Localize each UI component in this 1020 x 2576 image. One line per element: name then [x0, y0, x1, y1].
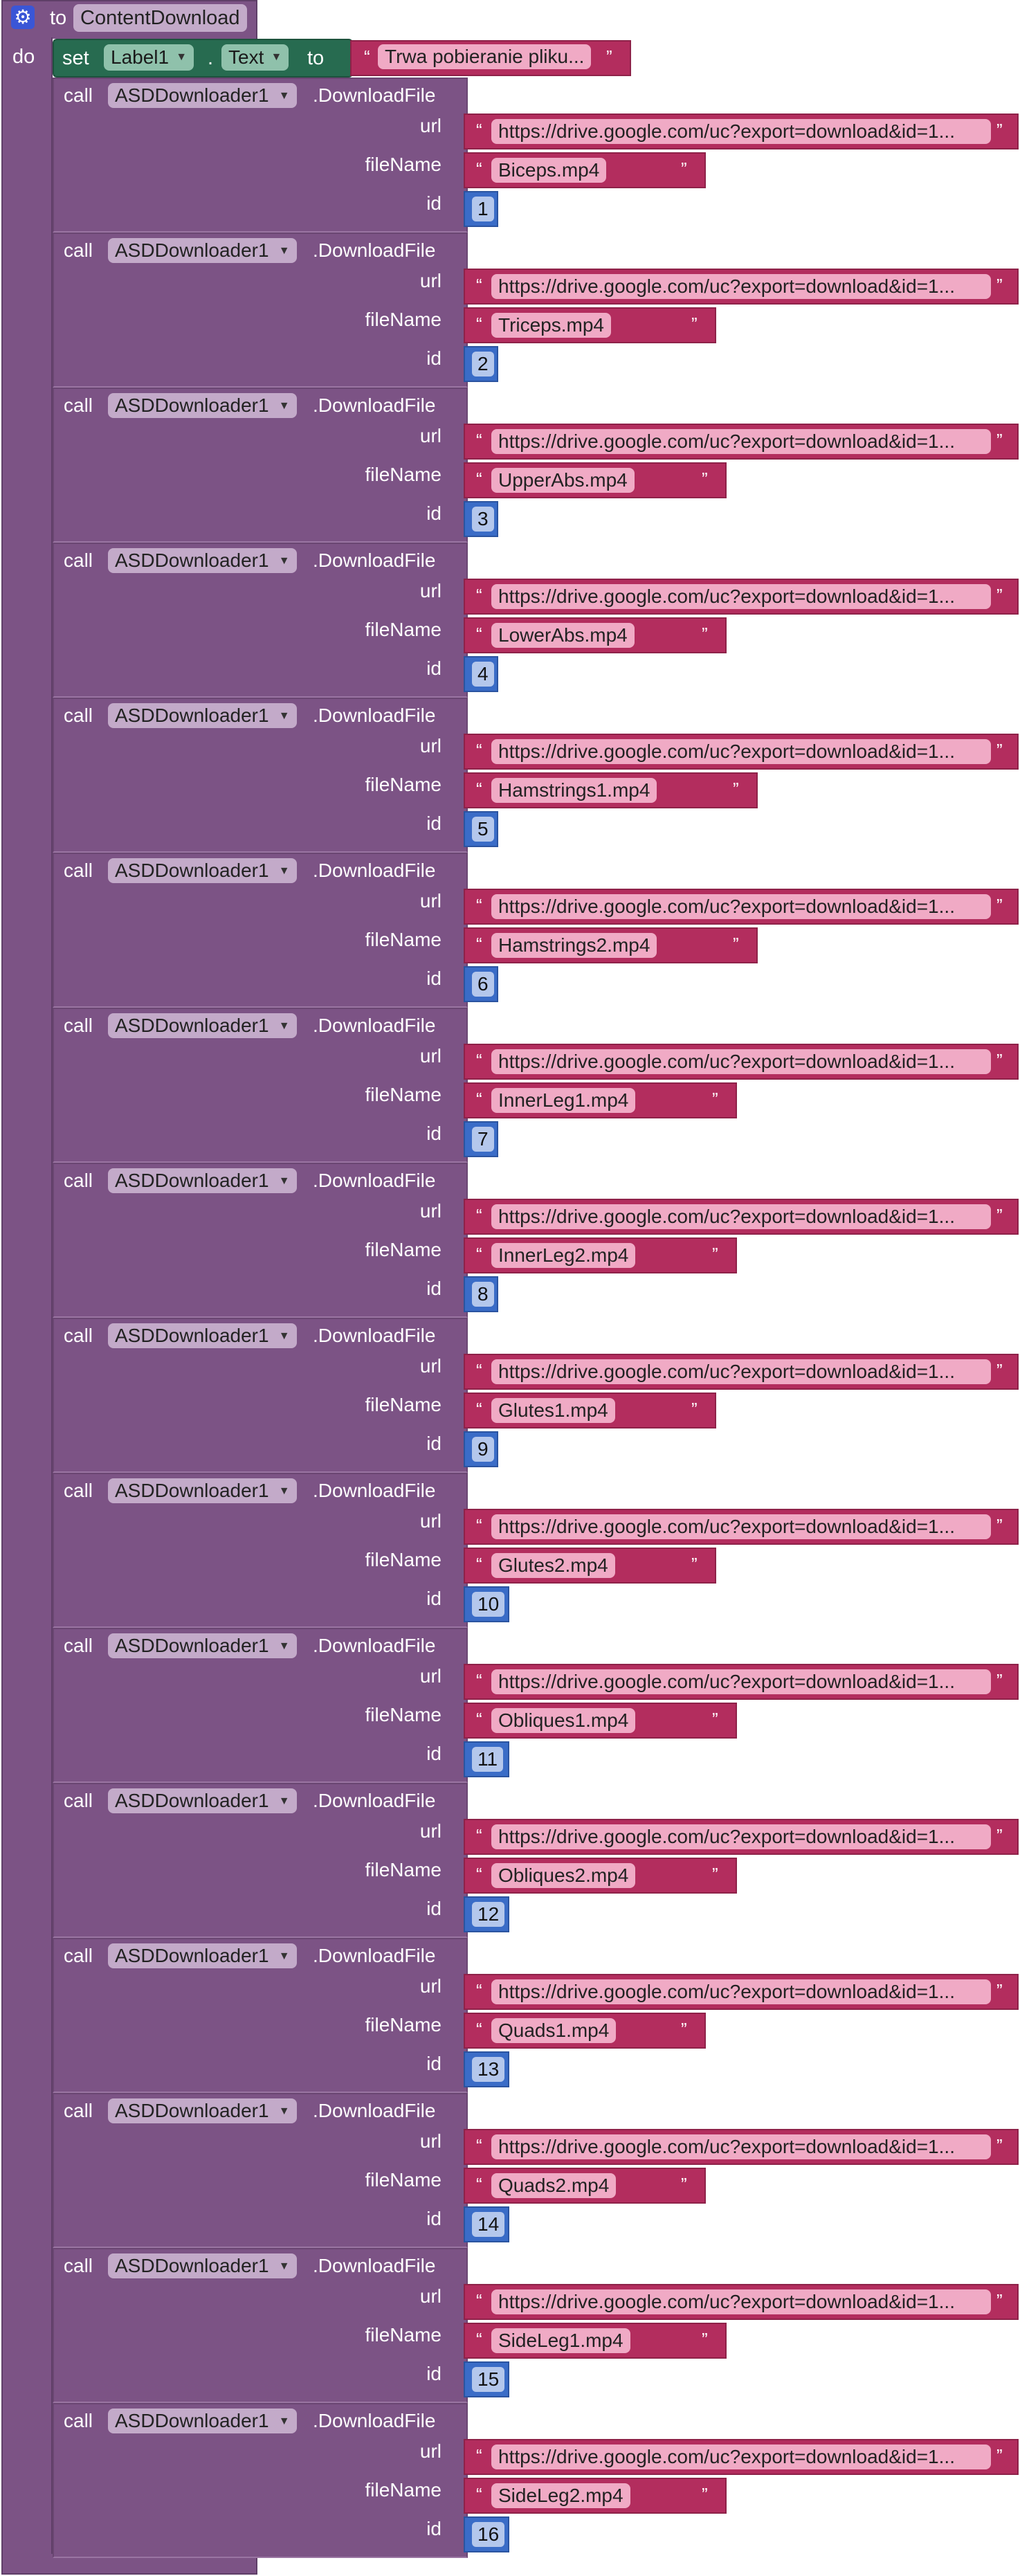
call-label: call	[64, 1635, 93, 1656]
chevron-down-icon: ▼	[278, 1950, 290, 1962]
component-dropdown-label: Label1	[111, 46, 170, 68]
open-quote-icon: “	[476, 895, 482, 916]
filename-param-label: fileName	[365, 929, 441, 950]
close-quote-icon: ”	[681, 2174, 687, 2195]
id-number-field[interactable]: 15	[472, 2367, 504, 2392]
id-number-field[interactable]: 14	[472, 2212, 504, 2237]
filename-text-field[interactable]: LowerAbs.mp4	[491, 623, 635, 648]
call-label: call	[64, 1015, 93, 1036]
close-quote-icon: ”	[996, 275, 1003, 296]
method-label: .DownloadFile	[313, 1945, 436, 1966]
open-quote-icon: “	[476, 779, 482, 799]
downloader-component-dropdown[interactable]	[108, 1943, 297, 1968]
downloader-component-dropdown[interactable]	[108, 1788, 297, 1813]
url-param-label: url	[419, 2285, 441, 2307]
filename-param-label: fileName	[365, 774, 441, 795]
filename-text-field[interactable]: Triceps.mp4	[491, 313, 611, 338]
url-param-label: url	[419, 1975, 441, 1997]
close-quote-icon: ”	[681, 2019, 687, 2040]
id-param-label: id	[426, 1123, 441, 1144]
method-label: .DownloadFile	[313, 2410, 436, 2431]
close-quote-icon: ”	[702, 2329, 708, 2350]
gear-icon[interactable]: ⚙	[11, 6, 35, 29]
procedure-to-label: to	[50, 7, 67, 29]
downloader-component-dropdown[interactable]	[108, 1013, 297, 1038]
url-text-field[interactable]: https://drive.google.com/uc?export=download&id=1...	[491, 739, 991, 764]
procedure-block[interactable]	[1, 37, 53, 2557]
call-label: call	[64, 550, 93, 571]
open-quote-icon: “	[476, 1864, 482, 1885]
filename-param-label: fileName	[365, 309, 441, 330]
id-param-label: id	[426, 192, 441, 214]
close-quote-icon: ”	[712, 1864, 718, 1885]
url-text-field[interactable]: https://drive.google.com/uc?export=download&id=1...	[491, 1824, 991, 1849]
open-quote-icon: “	[476, 2174, 482, 2195]
downloader-component-label: ASDDownloader1	[115, 2255, 269, 2276]
method-label: .DownloadFile	[313, 1790, 436, 1811]
filename-param-label: fileName	[365, 2479, 441, 2501]
close-quote-icon: ”	[996, 1515, 1003, 1536]
downloader-component-dropdown[interactable]	[108, 393, 297, 418]
url-param-label: url	[419, 1045, 441, 1067]
close-quote-icon: ”	[996, 2135, 1003, 2156]
call-label: call	[64, 1790, 93, 1811]
open-quote-icon: “	[476, 1670, 482, 1691]
close-quote-icon: ”	[996, 1670, 1003, 1691]
filename-text-field[interactable]: InnerLeg1.mp4	[491, 1088, 635, 1113]
url-text-field[interactable]: https://drive.google.com/uc?export=download&id=1...	[491, 1049, 991, 1074]
url-text-field[interactable]: https://drive.google.com/uc?export=download&id=1...	[491, 584, 991, 609]
open-quote-icon: “	[476, 1244, 482, 1264]
filename-text-field[interactable]: Obliques2.mp4	[491, 1863, 635, 1888]
url-param-label: url	[419, 1510, 441, 1532]
property-dropdown[interactable]	[221, 44, 289, 71]
close-quote-icon: ”	[996, 2290, 1003, 2311]
procedure-do-label: do	[12, 46, 35, 68]
chevron-down-icon: ▼	[176, 51, 188, 63]
downloader-component-label: ASDDownloader1	[115, 1635, 269, 1656]
url-param-label: url	[419, 1665, 441, 1687]
chevron-down-icon: ▼	[271, 51, 282, 63]
filename-text-field[interactable]: Hamstrings1.mp4	[491, 778, 657, 803]
close-quote-icon: ”	[691, 314, 698, 334]
downloader-component-label: ASDDownloader1	[115, 84, 269, 106]
url-text-field[interactable]: https://drive.google.com/uc?export=download&id=1...	[491, 1204, 991, 1229]
downloader-component-label: ASDDownloader1	[115, 705, 269, 726]
chevron-down-icon: ▼	[278, 2260, 290, 2272]
method-label: .DownloadFile	[313, 1325, 436, 1346]
set-label: set	[62, 47, 89, 69]
url-text-field[interactable]: https://drive.google.com/uc?export=download&id=1...	[491, 2445, 991, 2469]
downloader-component-dropdown[interactable]	[108, 548, 297, 573]
method-label: .DownloadFile	[313, 2255, 436, 2276]
url-text-field[interactable]: https://drive.google.com/uc?export=download&id=1...	[491, 1514, 991, 1539]
open-quote-icon: “	[476, 2135, 482, 2156]
downloader-component-dropdown[interactable]	[108, 1323, 297, 1348]
property-dropdown-label: Text	[228, 46, 264, 68]
component-dropdown[interactable]	[104, 44, 194, 71]
url-text-field[interactable]: https://drive.google.com/uc?export=download&id=1...	[491, 429, 991, 454]
open-quote-icon: “	[476, 1050, 482, 1071]
url-text-field[interactable]: https://drive.google.com/uc?export=download&id=1...	[491, 1359, 991, 1384]
id-number-field[interactable]: 13	[472, 2057, 504, 2082]
downloader-component-label: ASDDownloader1	[115, 2100, 269, 2121]
filename-text-field[interactable]: InnerLeg2.mp4	[491, 1243, 635, 1268]
call-label: call	[64, 2100, 93, 2121]
url-param-label: url	[419, 2440, 441, 2462]
call-label: call	[64, 239, 93, 261]
id-number-field[interactable]: 7	[472, 1127, 494, 1152]
call-label: call	[64, 394, 93, 416]
filename-text-field[interactable]: Glutes1.mp4	[491, 1398, 615, 1423]
open-quote-icon: “	[476, 2445, 482, 2466]
filename-param-label: fileName	[365, 619, 441, 640]
open-quote-icon: “	[476, 1554, 482, 1575]
id-param-label: id	[426, 968, 441, 989]
dot-label: .	[208, 47, 214, 69]
close-quote-icon: ”	[702, 2484, 708, 2505]
chevron-down-icon: ▼	[278, 1795, 290, 1807]
downloader-component-label: ASDDownloader1	[115, 1945, 269, 1966]
filename-param-label: fileName	[365, 1704, 441, 1725]
open-quote-icon: “	[476, 314, 482, 334]
url-param-label: url	[419, 735, 441, 756]
chevron-down-icon: ▼	[278, 90, 290, 102]
open-quote-icon: “	[476, 1825, 482, 1846]
method-label: .DownloadFile	[313, 705, 436, 726]
call-label: call	[64, 2255, 93, 2276]
close-quote-icon: ”	[702, 624, 708, 644]
close-quote-icon: ”	[733, 779, 739, 799]
open-quote-icon: “	[476, 2019, 482, 2040]
close-quote-icon: ”	[702, 469, 708, 489]
procedure-name-field[interactable]: ContentDownload	[73, 4, 247, 32]
downloader-component-dropdown[interactable]	[108, 2098, 297, 2123]
id-number-field[interactable]: 6	[472, 972, 494, 997]
downloader-component-label: ASDDownloader1	[115, 1480, 269, 1501]
chevron-down-icon: ▼	[278, 865, 290, 877]
url-param-label: url	[419, 425, 441, 446]
filename-param-label: fileName	[365, 1239, 441, 1260]
filename-text-field[interactable]: Quads1.mp4	[491, 2018, 616, 2043]
id-number-field[interactable]: 4	[472, 662, 494, 687]
filename-text-field[interactable]: SideLeg2.mp4	[491, 2483, 630, 2508]
close-quote-icon: ”	[996, 430, 1003, 451]
url-text-field[interactable]: https://drive.google.com/uc?export=download&id=1...	[491, 894, 991, 919]
open-quote-icon: “	[476, 1980, 482, 2001]
url-text-field[interactable]: https://drive.google.com/uc?export=download&id=1...	[491, 1669, 991, 1694]
downloader-component-label: ASDDownloader1	[115, 1325, 269, 1346]
downloader-component-dropdown[interactable]	[108, 858, 297, 883]
open-quote-icon: “	[476, 2290, 482, 2311]
filename-text-field[interactable]: SideLeg1.mp4	[491, 2328, 630, 2353]
close-quote-icon: ”	[606, 46, 612, 67]
open-quote-icon: “	[364, 46, 370, 67]
open-quote-icon: “	[476, 740, 482, 761]
id-param-label: id	[426, 2518, 441, 2539]
id-param-label: id	[426, 347, 441, 369]
method-label: .DownloadFile	[313, 550, 436, 571]
downloader-component-label: ASDDownloader1	[115, 394, 269, 416]
id-number-field[interactable]: 5	[472, 817, 494, 842]
downloader-component-dropdown[interactable]	[108, 2253, 297, 2278]
set-value-text-field[interactable]: Trwa pobieranie pliku...	[378, 44, 591, 69]
downloader-component-label: ASDDownloader1	[115, 2410, 269, 2431]
downloader-component-label: ASDDownloader1	[115, 550, 269, 571]
method-label: .DownloadFile	[313, 1635, 436, 1656]
id-param-label: id	[426, 1588, 441, 1609]
chevron-down-icon: ▼	[278, 2105, 290, 2117]
close-quote-icon: ”	[681, 158, 687, 179]
filename-text-field[interactable]: Obliques1.mp4	[491, 1708, 635, 1733]
downloader-component-label: ASDDownloader1	[115, 239, 269, 261]
method-label: .DownloadFile	[313, 84, 436, 106]
chevron-down-icon: ▼	[278, 245, 290, 257]
id-number-field[interactable]: 3	[472, 507, 494, 532]
close-quote-icon: ”	[996, 740, 1003, 761]
close-quote-icon: ”	[996, 1050, 1003, 1071]
id-param-label: id	[426, 2208, 441, 2229]
url-text-field[interactable]: https://drive.google.com/uc?export=download&id=1...	[491, 274, 991, 299]
chevron-down-icon: ▼	[278, 2415, 290, 2427]
id-number-field[interactable]: 16	[472, 2522, 504, 2547]
close-quote-icon: ”	[996, 585, 1003, 606]
url-param-label: url	[419, 270, 441, 291]
id-param-label: id	[426, 1278, 441, 1299]
open-quote-icon: “	[476, 2484, 482, 2505]
id-number-field[interactable]: 12	[472, 1902, 504, 1927]
id-param-label: id	[426, 813, 441, 834]
filename-param-label: fileName	[365, 1084, 441, 1105]
id-param-label: id	[426, 1743, 441, 1764]
chevron-down-icon: ▼	[278, 1485, 290, 1497]
open-quote-icon: “	[476, 1709, 482, 1730]
close-quote-icon: ”	[733, 934, 739, 954]
close-quote-icon: ”	[996, 2445, 1003, 2466]
chevron-down-icon: ▼	[278, 1640, 290, 1652]
filename-text-field[interactable]: UpperAbs.mp4	[491, 468, 635, 493]
call-label: call	[64, 84, 93, 106]
url-param-label: url	[419, 2130, 441, 2152]
open-quote-icon: “	[476, 430, 482, 451]
open-quote-icon: “	[476, 1515, 482, 1536]
call-label: call	[64, 1170, 93, 1191]
close-quote-icon: ”	[996, 895, 1003, 916]
downloader-component-dropdown[interactable]	[108, 703, 297, 728]
close-quote-icon: ”	[996, 1825, 1003, 1846]
method-label: .DownloadFile	[313, 1480, 436, 1501]
downloader-component-dropdown[interactable]	[108, 1168, 297, 1193]
filename-text-field[interactable]: Quads2.mp4	[491, 2173, 616, 2198]
open-quote-icon: “	[476, 1089, 482, 1109]
open-quote-icon: “	[476, 934, 482, 954]
open-quote-icon: “	[476, 2329, 482, 2350]
downloader-component-label: ASDDownloader1	[115, 1790, 269, 1811]
filename-param-label: fileName	[365, 2324, 441, 2346]
downloader-component-dropdown[interactable]	[108, 238, 297, 263]
downloader-component-dropdown[interactable]	[108, 1478, 297, 1503]
downloader-component-dropdown[interactable]	[108, 83, 297, 108]
method-label: .DownloadFile	[313, 1015, 436, 1036]
downloader-component-label: ASDDownloader1	[115, 1170, 269, 1191]
downloader-component-dropdown[interactable]	[108, 1633, 297, 1658]
method-label: .DownloadFile	[313, 1170, 436, 1191]
set-to-label: to	[307, 47, 325, 69]
filename-param-label: fileName	[365, 1394, 441, 1415]
id-param-label: id	[426, 657, 441, 679]
id-param-label: id	[426, 2053, 441, 2074]
url-param-label: url	[419, 890, 441, 911]
open-quote-icon: “	[476, 158, 482, 179]
chevron-down-icon: ▼	[278, 1330, 290, 1342]
filename-param-label: fileName	[365, 2169, 441, 2190]
url-param-label: url	[419, 1820, 441, 1842]
url-param-label: url	[419, 1200, 441, 1222]
open-quote-icon: “	[476, 469, 482, 489]
filename-text-field[interactable]: Hamstrings2.mp4	[491, 933, 657, 958]
call-label: call	[64, 705, 93, 726]
chevron-down-icon: ▼	[278, 555, 290, 567]
downloader-component-dropdown[interactable]	[108, 2409, 297, 2433]
filename-param-label: fileName	[365, 2014, 441, 2035]
open-quote-icon: “	[476, 1360, 482, 1381]
close-quote-icon: ”	[712, 1244, 718, 1264]
close-quote-icon: ”	[712, 1709, 718, 1730]
id-param-label: id	[426, 502, 441, 524]
downloader-component-label: ASDDownloader1	[115, 1015, 269, 1036]
open-quote-icon: “	[476, 585, 482, 606]
call-label: call	[64, 1945, 93, 1966]
method-label: .DownloadFile	[313, 860, 436, 881]
id-number-field[interactable]: 2	[472, 352, 494, 377]
chevron-down-icon: ▼	[278, 710, 290, 722]
open-quote-icon: “	[476, 1399, 482, 1419]
filename-text-field[interactable]: Biceps.mp4	[491, 158, 606, 183]
call-label: call	[64, 1325, 93, 1346]
chevron-down-icon: ▼	[278, 1020, 290, 1032]
id-number-field[interactable]: 1	[472, 197, 494, 221]
filename-param-label: fileName	[365, 154, 441, 175]
filename-param-label: fileName	[365, 1859, 441, 1880]
filename-param-label: fileName	[365, 1549, 441, 1570]
url-text-field[interactable]: https://drive.google.com/uc?export=download&id=1...	[491, 2134, 991, 2159]
url-text-field[interactable]: https://drive.google.com/uc?export=download&id=1...	[491, 1979, 991, 2004]
method-label: .DownloadFile	[313, 394, 436, 416]
close-quote-icon: ”	[996, 120, 1003, 140]
close-quote-icon: ”	[996, 1360, 1003, 1381]
chevron-down-icon: ▼	[278, 400, 290, 412]
open-quote-icon: “	[476, 1205, 482, 1226]
open-quote-icon: “	[476, 624, 482, 644]
call-label: call	[64, 2410, 93, 2431]
filename-param-label: fileName	[365, 464, 441, 485]
url-text-field[interactable]: https://drive.google.com/uc?export=download&id=1...	[491, 2289, 991, 2314]
downloader-component-label: ASDDownloader1	[115, 860, 269, 881]
close-quote-icon: ”	[996, 1205, 1003, 1226]
close-quote-icon: ”	[712, 1089, 718, 1109]
open-quote-icon: “	[476, 120, 482, 140]
call-label: call	[64, 1480, 93, 1501]
method-label: .DownloadFile	[313, 239, 436, 261]
close-quote-icon: ”	[996, 1980, 1003, 2001]
method-label: .DownloadFile	[313, 2100, 436, 2121]
url-text-field[interactable]: https://drive.google.com/uc?export=download&id=1...	[491, 119, 991, 144]
url-param-label: url	[419, 580, 441, 601]
id-param-label: id	[426, 2363, 441, 2384]
close-quote-icon: ”	[691, 1554, 698, 1575]
id-number-field[interactable]: 9	[472, 1437, 494, 1462]
id-number-field[interactable]: 11	[472, 1747, 503, 1772]
url-param-label: url	[419, 1355, 441, 1377]
open-quote-icon: “	[476, 275, 482, 296]
id-number-field[interactable]: 10	[472, 1592, 504, 1617]
id-param-label: id	[426, 1898, 441, 1919]
call-label: call	[64, 860, 93, 881]
close-quote-icon: ”	[691, 1399, 698, 1419]
id-param-label: id	[426, 1433, 441, 1454]
chevron-down-icon: ▼	[278, 1175, 290, 1187]
filename-text-field[interactable]: Glutes2.mp4	[491, 1553, 615, 1578]
url-param-label: url	[419, 115, 441, 136]
id-number-field[interactable]: 8	[472, 1282, 494, 1307]
